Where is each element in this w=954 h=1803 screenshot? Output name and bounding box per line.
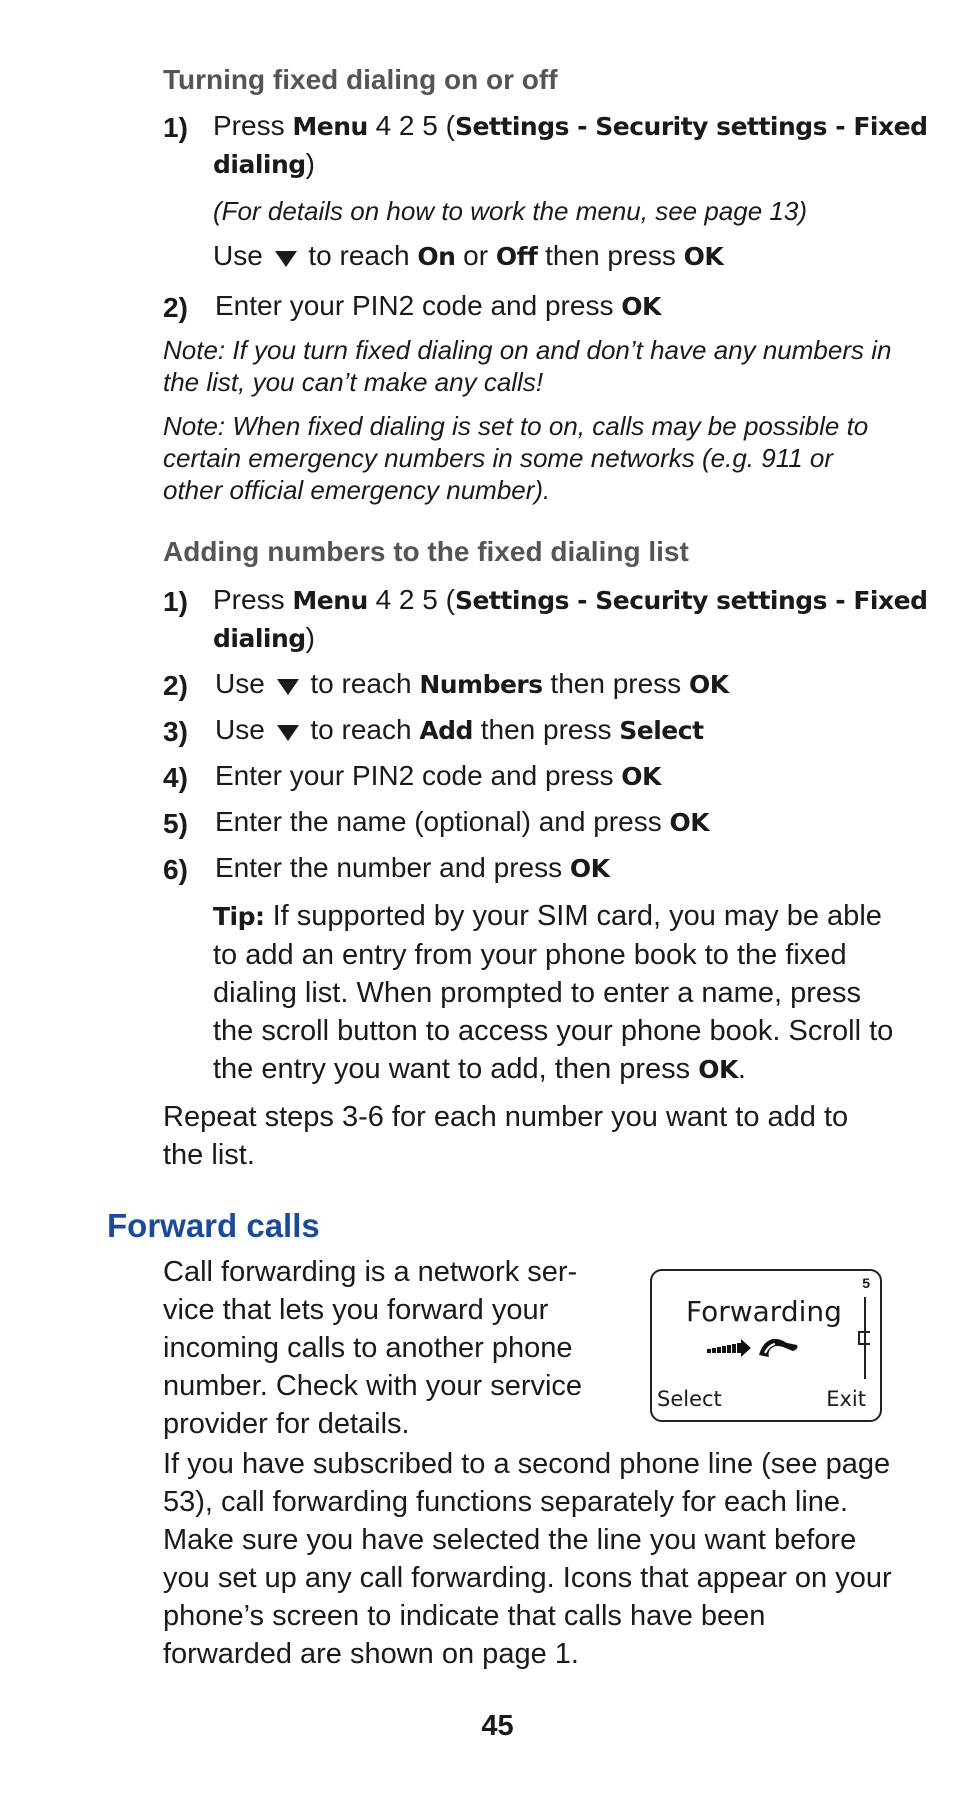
- step-text: Enter your PIN2 code and press OK: [215, 290, 661, 321]
- menu-help-note: (For details on how to work the menu, see page 13): [213, 196, 807, 226]
- step-text-continued: dialing): [213, 622, 315, 653]
- step-number: 4): [163, 762, 188, 793]
- key-label: Menu: [292, 112, 368, 141]
- menu-path: dialing: [213, 150, 306, 179]
- step-number: 3): [163, 716, 188, 747]
- page-number: 45: [481, 1710, 514, 1742]
- step-text: Enter the name (optional) and press OK: [215, 806, 710, 837]
- phone-screen-illustration: [650, 1269, 882, 1422]
- step-text: Enter your PIN2 code and press OK: [215, 760, 661, 791]
- step-text: Enter the number and press OK: [215, 852, 610, 883]
- repeat-steps-text: Repeat steps 3-6 for each number you want to add to the list.: [163, 1101, 849, 1171]
- softkey-exit: Exit: [826, 1387, 866, 1411]
- menu-path: Settings - Security settings - Fixed: [454, 112, 928, 141]
- scroll-down-icon: [277, 679, 299, 695]
- screen-title: Forwarding: [686, 1295, 842, 1328]
- section-heading-adding-numbers: Adding numbers to the fixed dialing list: [163, 536, 689, 567]
- step-number: 2): [163, 292, 188, 323]
- step-text: Press Menu 4 2 5 (Settings - Security settings - Fixed: [213, 110, 928, 141]
- step-number: 1): [163, 586, 188, 617]
- forward-body: If you have subscribed to a second phone line (see page 53), call forwarding functions separately for each line. Make sure you have selected the line you want before you set up any call forwarding. Icons that appear on your phone’s screen to indicate that calls have been forwarded are shown on page 1.: [163, 1448, 892, 1670]
- scroll-down-icon: [275, 251, 297, 267]
- note-no-numbers: Note: If you turn fixed dialing on and don’t have any numbers in the list, you can’t make any calls!: [163, 335, 892, 397]
- tip-label: Tip:: [213, 902, 265, 931]
- section-heading-forward-calls: Forward calls: [107, 1207, 320, 1244]
- step-number: 2): [163, 670, 188, 701]
- softkey-select: Select: [657, 1387, 722, 1411]
- call-forward-icon: [707, 1333, 807, 1363]
- note-emergency: Note: When fixed dialing is set to on, calls may be possible to certain emergency numbers in some networks (e.g. 911 or other official emergency number).: [163, 411, 869, 505]
- step-text: Use to reach Add then press Select: [215, 714, 704, 745]
- step-text: Use to reach Numbers then press OK: [215, 668, 729, 699]
- section-heading-fixed-dialing-toggle: Turning fixed dialing on or off: [163, 64, 558, 95]
- menu-index: 5: [862, 1275, 870, 1291]
- use-scroll-instruction: Use to reach On or Off then press OK: [213, 240, 724, 271]
- forward-intro: Call forwarding is a network ser- vice that lets you forward your incoming calls to another phone number. Check with your service provider for details.: [163, 1256, 583, 1440]
- scroll-bar-indicator: [858, 1331, 870, 1345]
- step-number: 6): [163, 854, 188, 885]
- tip-paragraph: Tip: If supported by your SIM card, you may be able to add an entry from your phone book to the fixed dialing list. When prompted to enter a name, press the scroll button to access your phone book. Scroll to the entry you want to add, then press OK.: [213, 900, 894, 1085]
- step-number: 5): [163, 808, 188, 839]
- step-text-continued: dialing): [213, 148, 315, 179]
- step-number: 1): [163, 112, 188, 143]
- step-text: Press Menu 4 2 5 (Settings - Security settings - Fixed: [213, 584, 928, 615]
- scroll-down-icon: [277, 725, 299, 741]
